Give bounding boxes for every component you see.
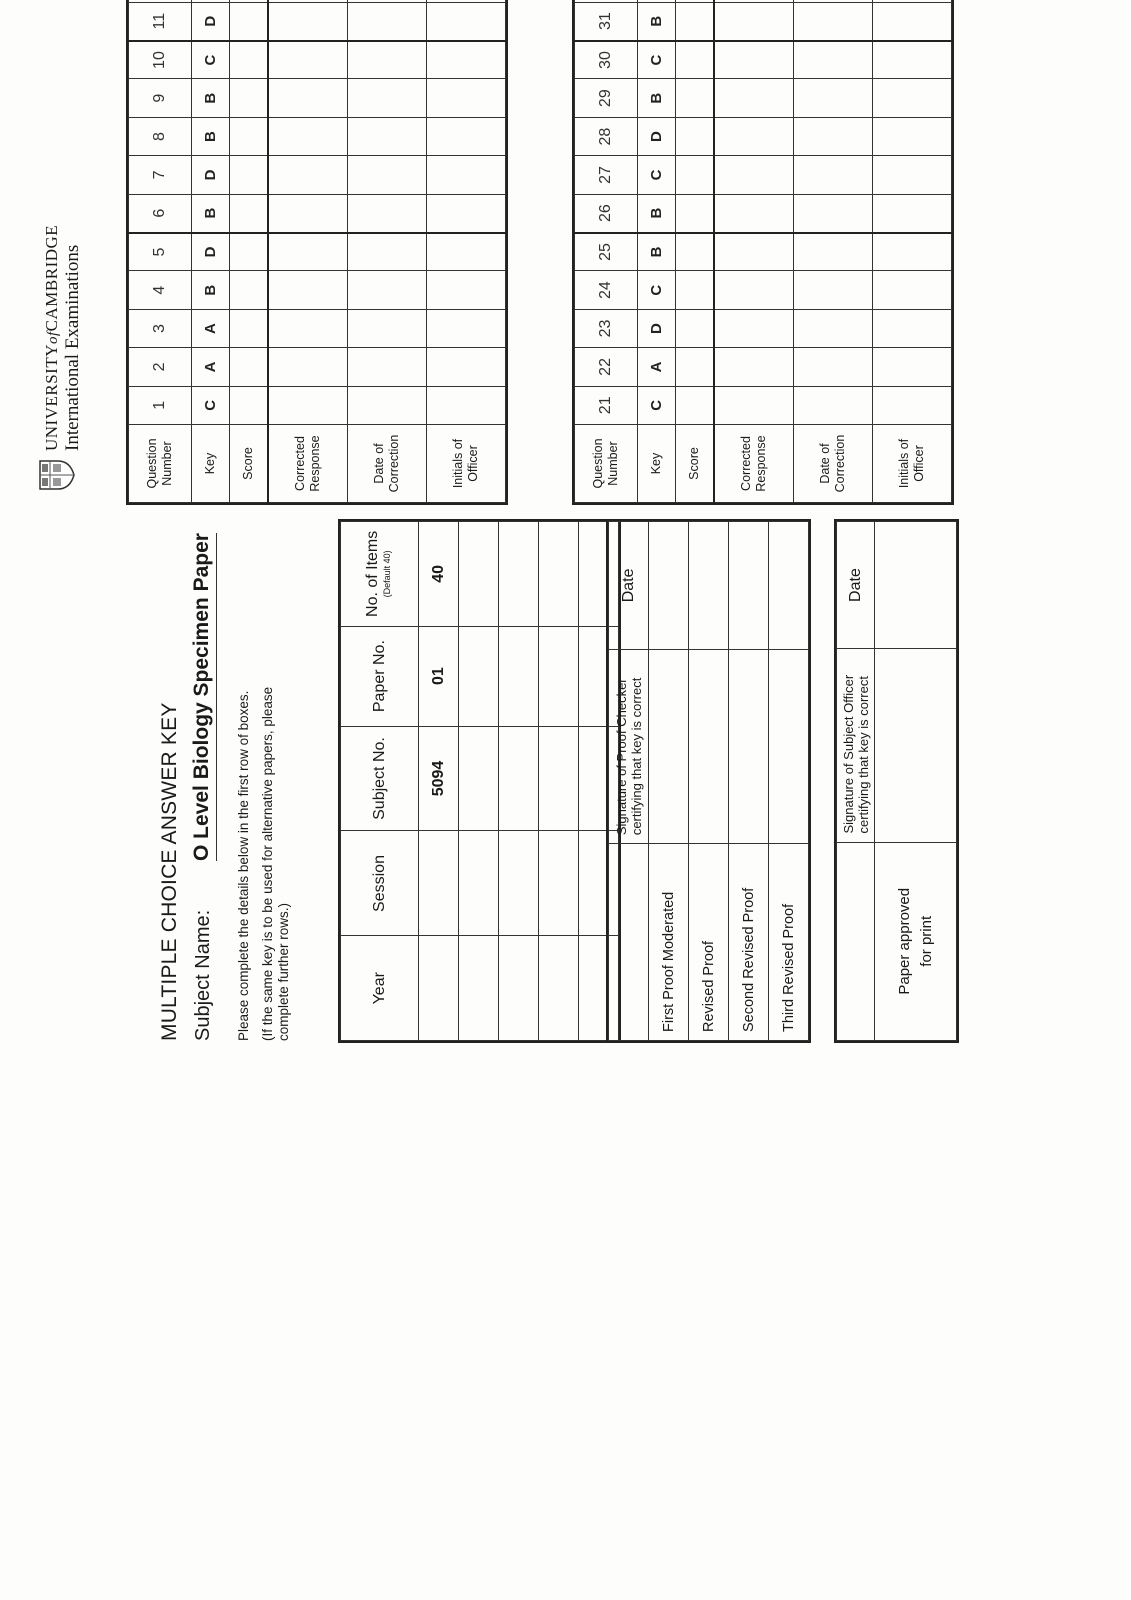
corrected-response-cell[interactable] xyxy=(268,309,347,347)
paper-no-cell[interactable]: 01 xyxy=(419,626,459,726)
proof-signature-cell[interactable] xyxy=(729,649,769,843)
score-cell[interactable] xyxy=(230,271,269,309)
paper-no-header: Paper No. xyxy=(341,626,419,726)
date-of-correction-cell[interactable] xyxy=(793,41,872,79)
question-number: 25 xyxy=(575,233,638,271)
initials-cell[interactable] xyxy=(426,79,505,117)
instruction-note: (If the same key is to be used for alternative papers, please complete further rows.) xyxy=(260,686,291,1041)
answer-key: C xyxy=(191,41,230,79)
question-number: 5 xyxy=(129,233,192,271)
date-of-correction-cell[interactable] xyxy=(793,271,872,309)
proof-date-cell[interactable] xyxy=(769,522,809,650)
corrected-response-cell[interactable] xyxy=(714,156,793,194)
question-number: 7 xyxy=(129,156,192,194)
date-of-correction-cell[interactable] xyxy=(347,41,426,79)
approval-row-label: Paper approved for print xyxy=(875,842,957,1040)
score-cell[interactable] xyxy=(676,0,715,2)
question-number: 8 xyxy=(129,117,192,155)
details-table xyxy=(340,521,619,1041)
session-cell[interactable] xyxy=(459,831,499,936)
corrected-response-header xyxy=(714,425,793,503)
date-of-correction-cell[interactable] xyxy=(347,271,426,309)
items-header-label: No. of Items xyxy=(363,530,381,617)
date-of-correction-cell[interactable] xyxy=(347,156,426,194)
date-of-correction-header xyxy=(347,425,426,503)
key-header-text: Key xyxy=(649,452,664,475)
date-of-correction-cell[interactable] xyxy=(347,2,426,40)
question-number: 6 xyxy=(129,194,192,232)
subject-no-cell[interactable] xyxy=(539,726,579,831)
date-of-correction-cell[interactable] xyxy=(347,194,426,232)
score-cell[interactable] xyxy=(230,117,269,155)
university-word: UNIVERSITY xyxy=(42,344,61,451)
question-number: 29 xyxy=(575,79,638,117)
score-cell[interactable] xyxy=(230,0,269,2)
date-of-correction-cell[interactable] xyxy=(793,117,872,155)
date-of-correction-header-text: Date of xyxy=(371,443,386,484)
answer-key: C xyxy=(637,386,676,424)
question-number-header xyxy=(575,425,638,503)
proof-label-header xyxy=(609,844,649,1041)
corrected-response-cell[interactable] xyxy=(714,194,793,232)
corrected-response-cell[interactable] xyxy=(714,309,793,347)
date-of-correction-cell[interactable] xyxy=(793,79,872,117)
score-cell[interactable] xyxy=(230,41,269,79)
proof-row xyxy=(729,522,769,1041)
date-of-correction-cell[interactable] xyxy=(793,0,872,2)
initials-cell[interactable] xyxy=(872,156,951,194)
initials-header xyxy=(872,425,951,503)
answer-key: C xyxy=(637,271,676,309)
answer-key: D xyxy=(637,117,676,155)
initials-cell[interactable] xyxy=(426,386,505,424)
initials-cell[interactable] xyxy=(872,0,951,2)
score-cell[interactable] xyxy=(676,233,715,271)
corrected-response-cell[interactable] xyxy=(714,386,793,424)
question-number-header-text: Number xyxy=(159,441,174,486)
score-cell[interactable] xyxy=(230,156,269,194)
question-number: 9 xyxy=(129,79,192,117)
approval-table xyxy=(836,521,957,1041)
score-cell[interactable] xyxy=(230,348,269,386)
corrected-response-cell[interactable] xyxy=(714,2,793,40)
initials-cell[interactable] xyxy=(872,348,951,386)
date-of-correction-cell[interactable] xyxy=(347,386,426,424)
subject-no-cell[interactable] xyxy=(499,726,539,831)
initials-cell[interactable] xyxy=(872,2,951,40)
items-cell[interactable] xyxy=(459,522,499,627)
paper-no-cell[interactable] xyxy=(459,626,499,726)
date-of-correction-header-text: Correction xyxy=(832,434,847,493)
initials-cell[interactable] xyxy=(872,271,951,309)
score-header xyxy=(230,425,269,503)
initials-header-text: Initials of xyxy=(896,438,911,489)
initials-cell[interactable] xyxy=(872,117,951,155)
answer-key: C xyxy=(637,41,676,79)
question-number: 1 xyxy=(129,386,192,424)
answer-key xyxy=(191,0,230,2)
cambridge-crest-icon xyxy=(38,459,76,491)
university-subtitle: International Examinations xyxy=(62,244,83,451)
score-cell[interactable] xyxy=(676,79,715,117)
initials-cell[interactable] xyxy=(426,156,505,194)
question-number: 21 xyxy=(575,386,638,424)
proof-row xyxy=(689,522,729,1041)
answer-key: B xyxy=(191,79,230,117)
question-number: 11 xyxy=(129,2,192,40)
date-of-correction-cell[interactable] xyxy=(347,309,426,347)
question-number: 23 xyxy=(575,309,638,347)
details-row xyxy=(539,522,579,1041)
score-cell[interactable] xyxy=(230,194,269,232)
date-of-correction-cell[interactable] xyxy=(793,2,872,40)
question-number xyxy=(575,0,638,2)
proof-signature-cell[interactable] xyxy=(769,649,809,843)
corrected-response-cell[interactable] xyxy=(268,41,347,79)
corrected-response-cell[interactable] xyxy=(714,0,793,2)
proof-signature-cell[interactable] xyxy=(689,649,729,843)
score-cell[interactable] xyxy=(230,309,269,347)
university-of: of xyxy=(45,331,61,344)
score-cell[interactable] xyxy=(676,194,715,232)
score-cell[interactable] xyxy=(676,309,715,347)
score-cell[interactable] xyxy=(230,386,269,424)
score-header-text: Score xyxy=(241,447,256,480)
question-number: 22 xyxy=(575,348,638,386)
score-header-text: Score xyxy=(687,447,702,480)
initials-cell[interactable] xyxy=(872,79,951,117)
answer-key: B xyxy=(637,2,676,40)
initials-header xyxy=(426,425,505,503)
initials-cell[interactable] xyxy=(426,348,505,386)
session-cell[interactable] xyxy=(539,831,579,936)
corrected-response-cell[interactable] xyxy=(714,233,793,271)
initials-header-text: Officer xyxy=(465,445,480,482)
score-cell[interactable] xyxy=(676,348,715,386)
proof-row xyxy=(769,522,809,1041)
initials-cell[interactable] xyxy=(872,309,951,347)
score-cell[interactable] xyxy=(676,117,715,155)
corrected-response-cell[interactable] xyxy=(714,348,793,386)
answer-key: A xyxy=(191,348,230,386)
approval-signature-cell[interactable] xyxy=(875,649,957,842)
proof-date-header: Date xyxy=(609,522,649,650)
items-header xyxy=(341,522,419,627)
cambridge-word: CAMBRIDGE xyxy=(42,224,61,332)
answer-key: C xyxy=(191,386,230,424)
score-cell[interactable] xyxy=(230,79,269,117)
approval-label-header xyxy=(837,842,875,1040)
corrected-response-cell[interactable] xyxy=(714,117,793,155)
key-header xyxy=(637,425,676,503)
date-of-correction-cell[interactable] xyxy=(793,386,872,424)
paper-no-cell[interactable] xyxy=(539,626,579,726)
items-cell[interactable]: 40 xyxy=(419,522,459,627)
question-number: 2 xyxy=(129,348,192,386)
corrected-response-header-text: Response xyxy=(754,435,769,492)
proof-date-cell[interactable] xyxy=(649,522,689,650)
initials-cell[interactable] xyxy=(426,0,505,2)
proof-table xyxy=(608,521,809,1041)
session-cell[interactable] xyxy=(499,831,539,936)
date-of-correction-header xyxy=(793,425,872,503)
items-default-note: (Default 40) xyxy=(381,550,392,598)
corrected-response-cell[interactable] xyxy=(268,194,347,232)
initials-cell[interactable] xyxy=(426,194,505,232)
date-of-correction-cell[interactable] xyxy=(793,194,872,232)
question-number: 4 xyxy=(129,271,192,309)
answer-table-right xyxy=(574,0,952,503)
score-cell[interactable] xyxy=(676,271,715,309)
question-number: 24 xyxy=(575,271,638,309)
proof-row-label: Second Revised Proof xyxy=(729,844,769,1041)
score-cell[interactable] xyxy=(676,156,715,194)
subject-no-cell[interactable]: 5094 xyxy=(419,726,459,831)
question-number: 27 xyxy=(575,156,638,194)
date-of-correction-cell[interactable] xyxy=(793,156,872,194)
initials-cell[interactable] xyxy=(426,41,505,79)
corrected-response-cell[interactable] xyxy=(268,271,347,309)
corrected-response-cell[interactable] xyxy=(268,233,347,271)
proof-row-label: Third Revised Proof xyxy=(769,844,809,1041)
key-header-text: Key xyxy=(203,452,218,475)
subject-no-header: Subject No. xyxy=(341,726,419,831)
date-of-correction-cell[interactable] xyxy=(347,233,426,271)
answer-table-left xyxy=(128,0,506,503)
form-title: MULTIPLE CHOICE ANSWER KEY xyxy=(158,702,181,1041)
details-row xyxy=(459,522,499,1041)
initials-cell[interactable] xyxy=(426,271,505,309)
corrected-response-cell[interactable] xyxy=(268,2,347,40)
approval-date-header: Date xyxy=(837,522,875,649)
corrected-response-header-text: Corrected xyxy=(293,436,308,491)
question-number: 3 xyxy=(129,309,192,347)
instruction-text: Please complete the details below in the first row of boxes. xyxy=(236,690,251,1041)
question-number: 26 xyxy=(575,194,638,232)
answer-key: B xyxy=(637,233,676,271)
score-cell[interactable] xyxy=(676,41,715,79)
answer-key: D xyxy=(191,233,230,271)
proof-date-cell[interactable] xyxy=(729,522,769,650)
date-of-correction-header-text: Correction xyxy=(386,434,401,493)
year-header: Year xyxy=(341,936,419,1041)
corrected-response-cell[interactable] xyxy=(268,79,347,117)
subject-name: O Level Biology Specimen Paper xyxy=(190,533,217,861)
answer-key xyxy=(637,0,676,2)
date-of-correction-cell[interactable] xyxy=(793,233,872,271)
date-of-correction-cell[interactable] xyxy=(793,348,872,386)
answer-key: D xyxy=(191,156,230,194)
corrected-response-header-text: Corrected xyxy=(739,436,754,491)
items-cell[interactable] xyxy=(539,522,579,627)
proof-date-cell[interactable] xyxy=(689,522,729,650)
answer-key: D xyxy=(191,2,230,40)
question-number: 28 xyxy=(575,117,638,155)
answer-key: B xyxy=(637,79,676,117)
question-number: 31 xyxy=(575,2,638,40)
corrected-response-cell[interactable] xyxy=(714,271,793,309)
answer-key: B xyxy=(191,117,230,155)
date-of-correction-cell[interactable] xyxy=(347,348,426,386)
details-row xyxy=(499,522,539,1041)
date-of-correction-cell[interactable] xyxy=(347,79,426,117)
corrected-response-header xyxy=(268,425,347,503)
proof-signature-cell[interactable] xyxy=(649,649,689,843)
corrected-response-header-text: Response xyxy=(308,435,323,492)
session-header: Session xyxy=(341,831,419,936)
answer-key: B xyxy=(637,194,676,232)
approval-date-cell[interactable] xyxy=(875,522,957,649)
initials-cell[interactable] xyxy=(426,309,505,347)
session-cell[interactable] xyxy=(419,831,459,936)
initials-cell[interactable] xyxy=(872,386,951,424)
corrected-response-cell[interactable] xyxy=(268,386,347,424)
question-number-header xyxy=(129,425,192,503)
items-cell[interactable] xyxy=(499,522,539,627)
corrected-response-cell[interactable] xyxy=(268,156,347,194)
initials-cell[interactable] xyxy=(426,117,505,155)
year-cell[interactable] xyxy=(539,936,579,1041)
question-number xyxy=(129,0,192,2)
question-number: 10 xyxy=(129,41,192,79)
answer-key: C xyxy=(637,156,676,194)
answer-key: D xyxy=(637,309,676,347)
year-cell[interactable] xyxy=(499,936,539,1041)
question-number: 30 xyxy=(575,41,638,79)
subject-label: Subject Name: xyxy=(192,909,214,1041)
score-cell[interactable] xyxy=(676,386,715,424)
details-row xyxy=(419,522,459,1041)
initials-cell[interactable] xyxy=(872,41,951,79)
initials-header-text: Officer xyxy=(911,445,926,482)
initials-cell[interactable] xyxy=(872,194,951,232)
corrected-response-cell[interactable] xyxy=(268,0,347,2)
corrected-response-cell[interactable] xyxy=(714,41,793,79)
date-of-correction-cell[interactable] xyxy=(347,117,426,155)
proof-row-label: First Proof Moderated xyxy=(649,844,689,1041)
proof-row xyxy=(649,522,689,1041)
score-cell[interactable] xyxy=(676,2,715,40)
corrected-response-cell[interactable] xyxy=(268,117,347,155)
corrected-response-cell[interactable] xyxy=(714,79,793,117)
year-cell[interactable] xyxy=(459,936,499,1041)
corrected-response-cell[interactable] xyxy=(268,348,347,386)
answer-key: A xyxy=(637,348,676,386)
date-of-correction-cell[interactable] xyxy=(347,0,426,2)
answer-key: B xyxy=(191,194,230,232)
score-cell[interactable] xyxy=(230,2,269,40)
question-number-header-text: Number xyxy=(605,441,620,486)
initials-cell[interactable] xyxy=(426,233,505,271)
answer-key: B xyxy=(191,271,230,309)
proof-row-label: Revised Proof xyxy=(689,844,729,1041)
answer-key: A xyxy=(191,309,230,347)
year-cell[interactable] xyxy=(419,936,459,1041)
approval-row xyxy=(875,522,957,1041)
date-of-correction-header-text: Date of xyxy=(817,443,832,484)
university-name xyxy=(42,225,62,451)
initials-cell[interactable] xyxy=(872,233,951,271)
proof-signature-header: Signature of Proof Checker certifying that key is correct xyxy=(609,649,649,843)
score-header xyxy=(676,425,715,503)
key-header xyxy=(191,425,230,503)
question-number-header-text: Question xyxy=(590,438,605,489)
approval-signature-header: Signature of Subject Officer certifying that key is correct xyxy=(837,649,875,842)
subject-no-cell[interactable] xyxy=(459,726,499,831)
initials-header-text: Initials of xyxy=(450,438,465,489)
question-number-header-text: Question xyxy=(144,438,159,489)
score-cell[interactable] xyxy=(230,233,269,271)
initials-cell[interactable] xyxy=(426,2,505,40)
date-of-correction-cell[interactable] xyxy=(793,309,872,347)
paper-no-cell[interactable] xyxy=(499,626,539,726)
